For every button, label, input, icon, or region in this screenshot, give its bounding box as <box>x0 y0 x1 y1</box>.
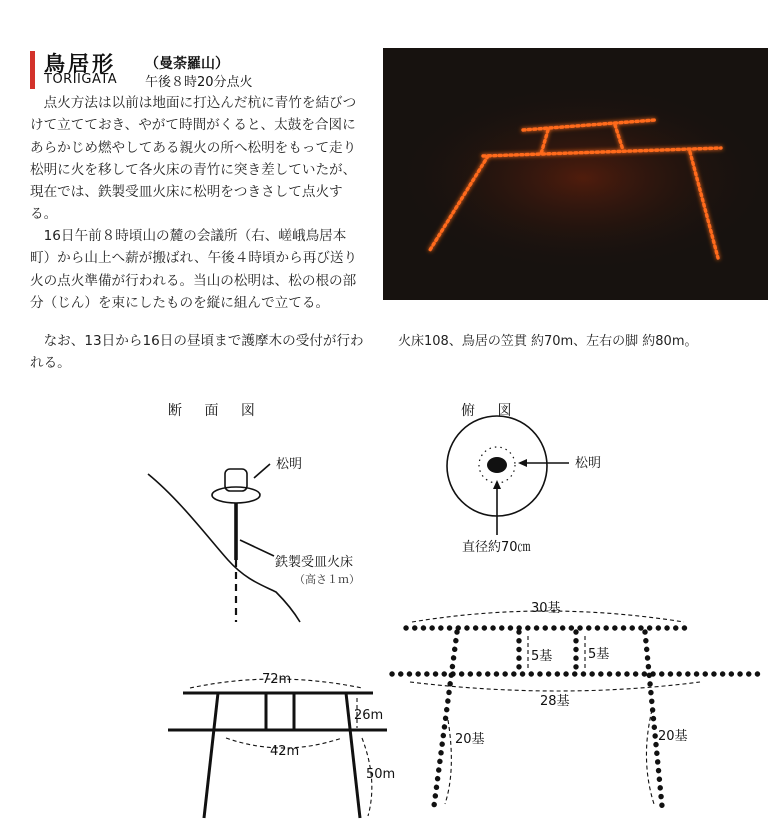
section-diagram-title: 断 面 図 <box>168 403 264 419</box>
plan-torch-label: 松明 <box>575 456 602 471</box>
crossbar-count: 28基 <box>540 694 570 709</box>
section-stand-label: 鉄製受皿火床 <box>275 555 354 570</box>
body-paragraph: 点火方法は以前は地面に打込んだ杭に青竹を結びつけて立てておき、やがて時間がくると、太鼓を合図にあらかじめ燃やしてある親火の所へ松明をもって走り松明に火を移して各火床の青竹に突き差していたが、現在では、鉄製受皿火床に松明をつきさして点火する。 <box>30 95 357 223</box>
plan-diagram-title: 俯 図 <box>461 403 521 419</box>
left-post-count: 5基 <box>531 649 553 664</box>
page-title: 鳥居形 <box>44 52 116 76</box>
arrow-left-icon <box>518 459 527 467</box>
arrow-up-icon <box>493 480 501 489</box>
left-leg-count: 20基 <box>455 732 485 747</box>
section-torch-label: 松明 <box>276 457 303 472</box>
dish-icon <box>212 487 260 503</box>
body-paragraph: 16日午前８時頃山の麓の会議所（右、嵯峨鳥居本町）から山上へ薪が搬ばれ、午後４時頃から再び送り火の点火準備が行われる。当山の松明は、松の根の部分（じん）を束にしたものを縦に組んで立てる。 <box>30 228 358 311</box>
hillside-line <box>148 474 300 622</box>
top-beam-count: 30基 <box>531 601 561 616</box>
section-height-note: （高さ１ｍ） <box>294 573 360 586</box>
crossbar-width-label: 42m <box>270 744 300 759</box>
photo-caption: 火床108、鳥居の笠貫 約70m、左右の脚 約80m。 <box>398 334 698 349</box>
torch-leader <box>254 464 270 478</box>
upper-gap-label: 26m <box>354 708 384 723</box>
body-paragraph: なお、13日から16日の昼頃まで護摩木の受付が行われる。 <box>30 333 364 372</box>
plan-diameter-label: 直径約70㎝ <box>462 540 531 555</box>
top-width-label: 72m <box>262 672 292 687</box>
plan-torch-icon <box>487 457 507 473</box>
ignition-time: 午後８時20分点火 <box>145 75 253 90</box>
stand-leader <box>240 540 274 556</box>
dotted-leg-left <box>434 632 457 806</box>
page-subtitle: （曼荼羅山） <box>145 56 229 72</box>
leg-length-label: 50m <box>366 767 396 782</box>
section-diagram <box>148 464 300 622</box>
torii-dotted-diagram <box>392 628 760 806</box>
romaji-title: TORIIGATA <box>44 72 118 87</box>
right-leg-count: 20基 <box>658 729 688 744</box>
torii-leg-left <box>204 693 218 818</box>
plan-diagram <box>447 416 569 535</box>
dotted-leg-right <box>645 632 662 806</box>
right-post-count: 5基 <box>588 647 610 662</box>
